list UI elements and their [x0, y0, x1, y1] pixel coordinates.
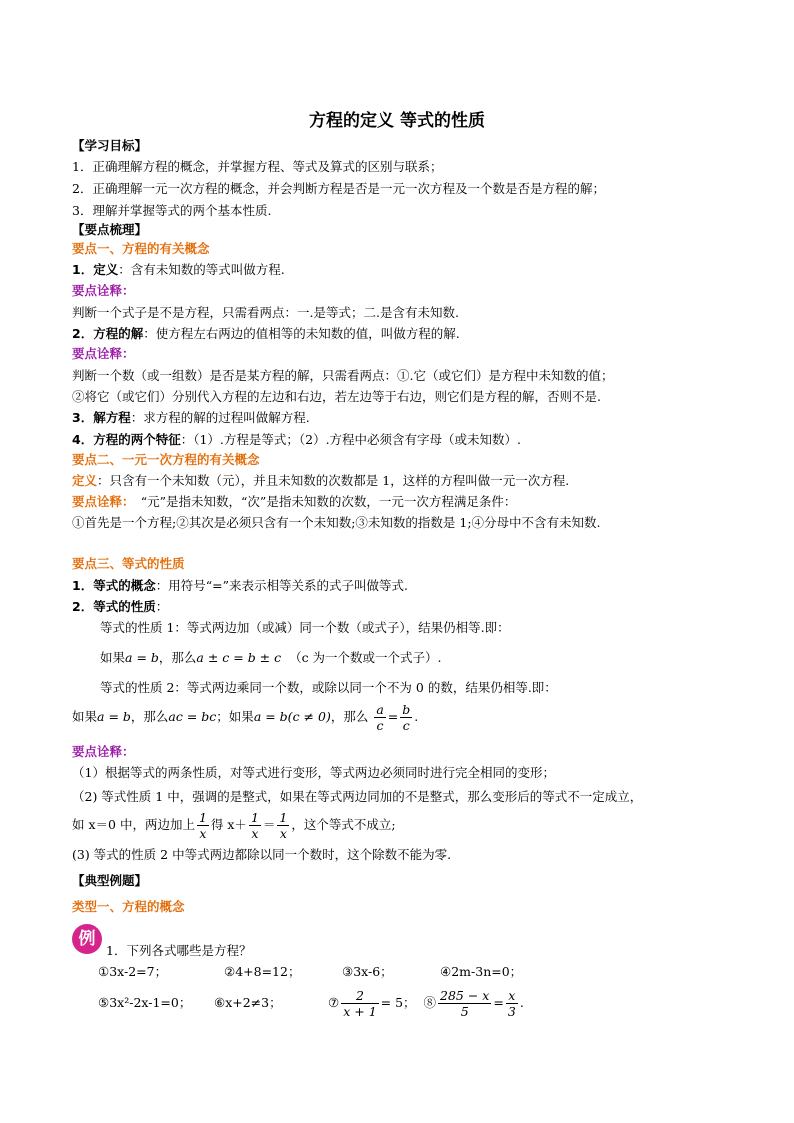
frac-den: c [402, 718, 410, 733]
prop2-result-1: ac = bc [168, 709, 217, 724]
prop1-condition: a = b [125, 650, 159, 665]
options-row-2 [98, 984, 524, 1022]
fraction-2-over-x-plus-1 [341, 988, 378, 1019]
prop1-then: ，那么 [158, 650, 197, 665]
example-question: 1．下列各式哪些是方程？ [106, 943, 252, 958]
frac-num: 1 [279, 810, 288, 825]
note-text: 判断一个式子是不是方程，只需看两点：一.是等式；二.是含有未知数. [72, 305, 459, 320]
fraction-1-over-x [249, 810, 261, 841]
definition-label: 1．定义 [72, 262, 119, 277]
feature-label: 4．方程的两个特征 [72, 432, 181, 447]
linear-note-label: 要点诠释： [72, 494, 129, 509]
equality-concept-line [72, 578, 408, 594]
goal-item-1: 1．正确理解方程的概念，并掌握方程、等式及算式的区别与联系； [72, 159, 443, 174]
linear-note-line-2: ①首先是一个方程;②其次是必须只含有一个未知数;③未知数的指数是 1;④分母中不含有未知数. [72, 515, 601, 530]
goal-item-2: 2．正确理解一元一次方程的概念，并会判断方程是否是一元一次方程及一个数是否是方程的解； [72, 181, 605, 196]
option-7-tail: = 5； [380, 995, 416, 1010]
equality-concept-text: ：用符号“=”来表示相等关系的式子叫做等式. [155, 578, 408, 593]
equals-sign: = [387, 709, 399, 724]
solution-label: 2．方程的解 [72, 326, 144, 341]
period: . [519, 995, 524, 1010]
example-badge-icon: 例 [72, 924, 102, 954]
section-3-heading: 要点三、等式的性质 [72, 556, 185, 571]
option-8-marker: ⑧ [423, 995, 437, 1010]
linear-def-label: 定义 [72, 473, 98, 488]
equals-sign: = [493, 995, 504, 1010]
frac-den: 3 [507, 1004, 516, 1019]
goals-header: 【学习目标】 [72, 138, 148, 153]
option-4: ④2m-3n=0； [440, 964, 523, 979]
option-2: ②4+8=12； [224, 964, 301, 979]
frac-den: 5 [460, 1004, 469, 1019]
frac-num: x [506, 988, 518, 1004]
equality-props-line [72, 599, 168, 615]
note3-item-1: （1）根据等式的两条性质，对等式进行变形，等式两边必须同时进行完全相同的变形； [72, 765, 555, 780]
frac-den: x [251, 826, 259, 841]
section-1-heading: 要点一、方程的有关概念 [72, 241, 210, 256]
fraction-285-minus-x-over-5 [438, 988, 491, 1019]
prop2-then: ，那么 [130, 709, 169, 724]
option-7-marker: ⑦ [328, 995, 340, 1010]
solve-text: ：求方程的解的过程叫做解方程. [130, 410, 310, 425]
prop2-condition-2: a = b(c ≠ 0) [253, 709, 331, 724]
frac-den: x [199, 826, 207, 841]
frac-num: 1 [198, 810, 207, 825]
option-6: ⑥x+2≠3； [214, 995, 282, 1010]
feature-line [72, 432, 521, 448]
property-1-text: 等式的性质 1：等式两边加（或减）同一个数（或式子），结果仍相等.即： [100, 620, 510, 635]
linear-note-line [72, 494, 516, 510]
frac-num: a [376, 702, 384, 717]
fraction-1-over-x [197, 810, 209, 841]
frac-den: x + 1 [343, 1004, 377, 1019]
section-2-heading: 要点二、一元一次方程的有关概念 [72, 452, 260, 467]
period: . [414, 709, 419, 724]
examples-header: 【典型例题】 [72, 873, 148, 888]
frac-num: 2 [341, 988, 378, 1004]
frac-num: b [402, 702, 411, 717]
note-label: 要点诠释： [72, 283, 135, 298]
linear-def-text: ：只含有一个未知数（元），并且未知数的次数都是 1，这样的方程叫做一元一次方程. [97, 473, 570, 488]
linear-def-line [72, 473, 569, 489]
equality-concept-label: 1．等式的概念 [72, 578, 156, 593]
fraction-1-over-x [277, 810, 289, 841]
note3-item-3 [72, 806, 396, 844]
fraction-a-over-c [374, 702, 385, 733]
review-header: 【要点梳理】 [72, 222, 148, 237]
prop2-condition-1: a = b [97, 709, 131, 724]
option-3: ③3x-6； [342, 964, 393, 979]
options-row-1 [98, 964, 522, 980]
prop2-if-2: ；如果 [216, 709, 254, 724]
note3-d: ，这个等式不成立; [291, 817, 396, 832]
frac-num: 1 [250, 810, 259, 825]
solve-label: 3．解方程 [72, 410, 131, 425]
prop1-if: 如果 [100, 650, 126, 665]
property-2-example [72, 698, 418, 736]
feature-text: ：（1）.方程是等式；（2）.方程中必须含有字母（或未知数）. [180, 432, 522, 447]
page-title: 方程的定义 等式的性质 [309, 111, 485, 131]
frac-num: 285 − x [440, 988, 490, 1003]
note-label-3: 要点诠释： [72, 744, 135, 759]
note3-b: 得 x＋ [210, 817, 247, 832]
solve-line [72, 410, 310, 426]
option-5: ⑤3x²-2x-1=0； [98, 995, 192, 1010]
type-1-heading: 类型一、方程的概念 [72, 899, 185, 914]
prop1-result: a ± c = b ± c [196, 650, 282, 665]
equality-props-colon: ： [155, 599, 169, 614]
fraction-x-over-3 [506, 988, 518, 1019]
note2-line-1: 判断一个数（或一组数）是否是某方程的解，只需看两点：①.它（或它们）是方程中未知数的值； [72, 368, 614, 383]
definition-text: ：含有未知数的等式叫做方程. [118, 262, 285, 277]
note3-c: ＝ [262, 817, 276, 832]
prop2-then-2: ，那么 [330, 709, 369, 724]
note2-line-2: ②将它（或它们）分别代入方程的左边和右边，若左边等于右边，则它们是方程的解，否则不是. [72, 389, 601, 404]
frac-den: x [279, 826, 287, 841]
definition-line [72, 262, 285, 278]
linear-note-text: “元”是指未知数，“次”是指未知数的次数，一元一次方程满足条件： [128, 494, 517, 509]
note3-item-4: (3) 等式的性质 2 中等式两边都除以同一个数时，这个除数不能为零. [72, 847, 452, 862]
property-1-example [100, 650, 442, 666]
prop2-if: 如果 [72, 709, 98, 724]
goal-item-3: 3．理解并掌握等式的两个基本性质. [72, 203, 272, 218]
solution-line [72, 326, 460, 342]
prop1-note: （c 为一个数或一个式子）. [289, 650, 442, 665]
property-2-text: 等式的性质 2：等式两边乘同一个数，或除以同一个不为 0 的数，结果仍相等.即： [100, 680, 557, 695]
note3-a: 如 x＝0 中，两边加上 [72, 817, 195, 832]
note-label-2: 要点诠释： [72, 346, 135, 361]
note3-item-2: （2) 等式性质 1 中，强调的是整式，如果在等式两边同加的不是整式，那么变形后的等式不一定成立， [72, 789, 643, 804]
frac-den: c [376, 718, 384, 733]
fraction-b-over-c [400, 702, 412, 733]
solution-text: ：使方程左右两边的值相等的未知数的值，叫做方程的解. [143, 326, 460, 341]
equality-props-label: 2．等式的性质 [72, 599, 156, 614]
option-1: ①3x-2=7； [98, 964, 168, 979]
